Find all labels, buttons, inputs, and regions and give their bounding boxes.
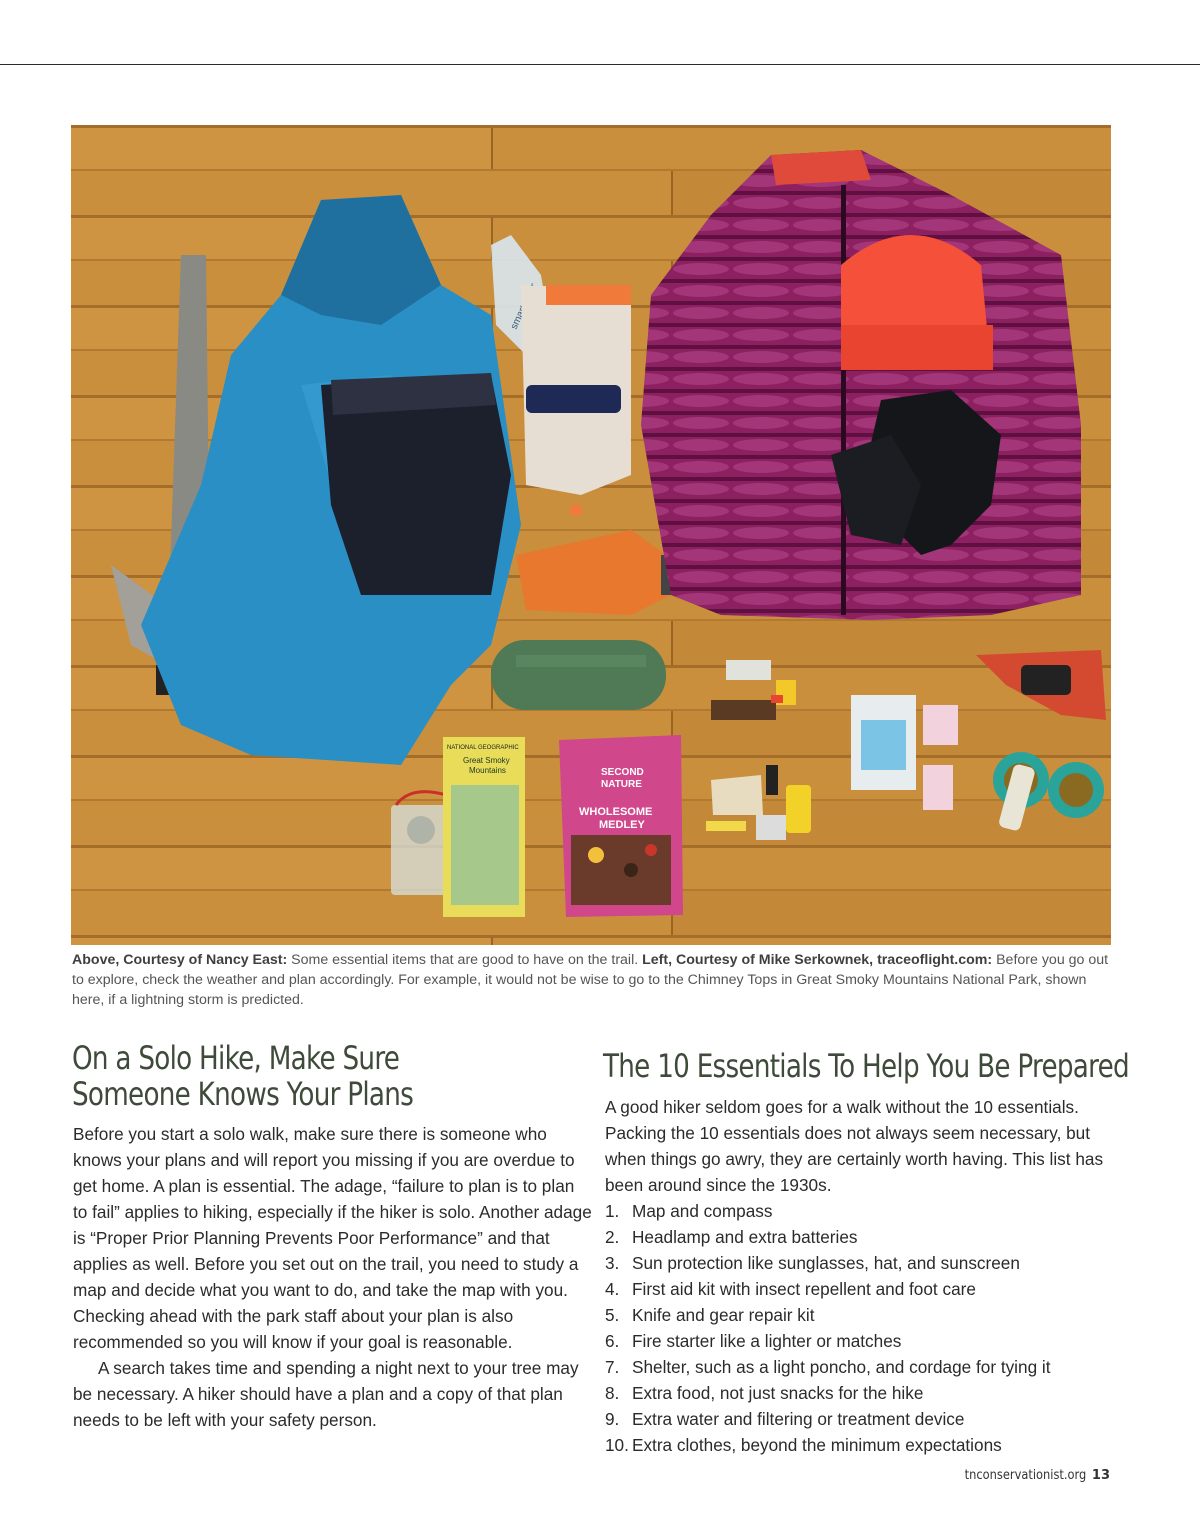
compass xyxy=(391,792,451,895)
snack-name-line-2: MEDLEY xyxy=(599,819,645,831)
green-bivy-sack xyxy=(491,640,666,710)
list-item-text: First aid kit with insect repellent and foot care xyxy=(632,1279,976,1299)
list-item-number: 2. xyxy=(605,1227,620,1247)
ten-essentials-heading: The 10 Essentials To Help You Be Prepared xyxy=(603,1047,1129,1085)
list-item xyxy=(605,1380,1115,1406)
caption-text-above: Some essential items that are good to have on the trail. xyxy=(287,952,643,968)
list-item-number: 10. xyxy=(605,1435,629,1455)
page-footer xyxy=(948,1468,1110,1483)
list-item-number: 3. xyxy=(605,1253,620,1273)
ten-essentials-list xyxy=(605,1198,1115,1458)
list-item-text: Extra clothes, beyond the minimum expectations xyxy=(632,1435,1002,1455)
list-item-number: 6. xyxy=(605,1331,620,1351)
list-item xyxy=(605,1354,1115,1380)
header-rule xyxy=(0,64,1200,65)
list-item-number: 7. xyxy=(605,1357,620,1377)
list-item-text: Knife and gear repair kit xyxy=(632,1305,815,1325)
list-item-text: Sun protection like sunglasses, hat, and sunscreen xyxy=(632,1253,1020,1273)
ten-essentials-article xyxy=(605,1094,1115,1458)
list-item xyxy=(605,1432,1115,1458)
list-item-number: 1. xyxy=(605,1201,620,1221)
snack-brand-line-1: SECOND xyxy=(601,767,644,778)
gear-photo xyxy=(71,125,1111,945)
trail-mix-bag xyxy=(559,735,683,917)
caption-credit-left: Left, Courtesy of Mike Serkownek, traceoflight.com: xyxy=(642,952,993,968)
list-item-number: 4. xyxy=(605,1279,620,1299)
map-publisher: NATIONAL GEOGRAPHIC xyxy=(447,745,519,751)
list-item xyxy=(605,1276,1115,1302)
list-item xyxy=(605,1406,1115,1432)
solo-hike-paragraph-2: A search takes time and spending a night next to your tree may be necessary. A hiker should have a plan and a copy of that plan needs to be left with your safety person. xyxy=(73,1358,579,1430)
solo-hike-heading-line-1: On a Solo Hike, Make Sure xyxy=(72,1039,400,1077)
ten-essentials-intro: A good hiker seldom goes for a walk without the 10 essentials. Packing the 10 essentials does not always seem necessary, but when things go awry, they are certainly worth having. This list has been around since the 1930s. xyxy=(605,1097,1104,1195)
solo-hike-heading xyxy=(72,1040,531,1112)
list-item xyxy=(605,1302,1115,1328)
list-item-text: Headlamp and extra batteries xyxy=(632,1227,858,1247)
trail-map xyxy=(443,737,525,917)
solo-hike-heading-line-2: Someone Knows Your Plans xyxy=(72,1075,414,1113)
list-item-text: Map and compass xyxy=(632,1201,773,1221)
solo-hike-paragraph-1: Before you start a solo walk, make sure there is someone who knows your plans and will report you missing if you are overdue to get home. A plan is essential. The adage, “failure to plan is to plan to fail” applies to hiking, especially if the hiker is solo. Another adage is “Proper Prior Planning Prevents Poor Performance” and that applies as well. Before you set out on the trail, you need to study a map and decide what you want to do, and take the map with you. Checking ahead with the park staff about your plan is also recommended so you will know if your goal is reasonable. xyxy=(73,1124,592,1352)
snack-name-line-1: WHOLESOME xyxy=(579,806,653,818)
photo-caption xyxy=(72,950,1112,1010)
list-item-text: Extra water and filtering or treatment device xyxy=(632,1409,965,1429)
snack-brand-line-2: NATURE xyxy=(601,779,642,790)
list-item xyxy=(605,1328,1115,1354)
page-number: 13 xyxy=(1091,1468,1110,1483)
solo-hike-article xyxy=(73,1121,593,1433)
list-item-number: 8. xyxy=(605,1383,620,1403)
list-item-number: 9. xyxy=(605,1409,620,1429)
list-item-text: Fire starter like a lighter or matches xyxy=(632,1331,902,1351)
footer-url: tnconservationist.org xyxy=(964,1468,1086,1483)
list-item xyxy=(605,1224,1115,1250)
list-item-number: 5. xyxy=(605,1305,620,1325)
list-item-text: Shelter, such as a light poncho, and cordage for tying it xyxy=(632,1357,1051,1377)
list-item xyxy=(605,1198,1115,1224)
map-title-line-1: Great Smoky xyxy=(463,756,510,765)
caption-text-left: Before you go out to explore, check the weather and plan accordingly. For example, it would not be wise to go to the Chimney Tops in Great Smoky Mountains National Park, shown here, if a lightning storm is predicted. xyxy=(72,952,1109,1008)
map-title-line-2: Mountains xyxy=(469,766,506,775)
list-item xyxy=(605,1250,1115,1276)
water-filter-bag xyxy=(521,285,631,516)
caption-credit-above: Above, Courtesy of Nancy East: xyxy=(72,952,288,968)
list-item-text: Extra food, not just snacks for the hike xyxy=(632,1383,924,1403)
